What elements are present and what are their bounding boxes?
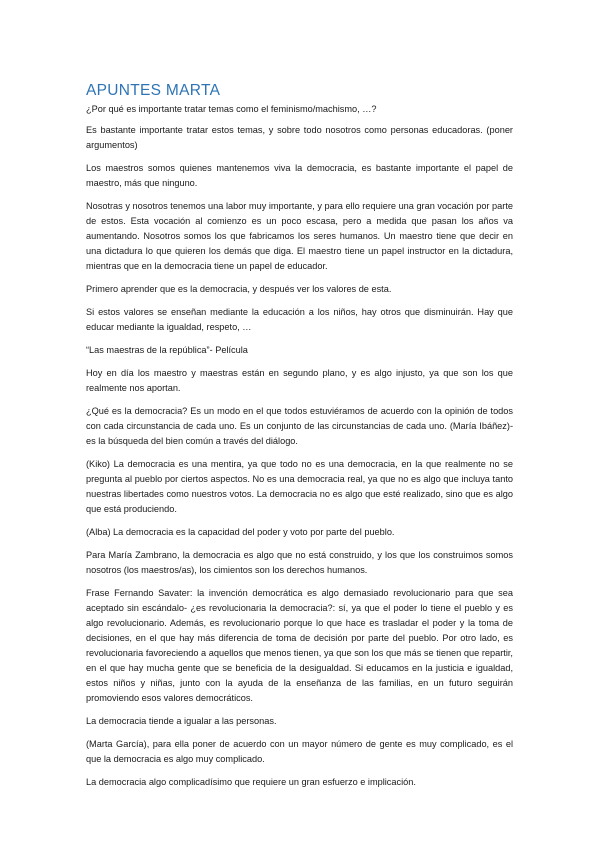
paragraph: Hoy en día los maestro y maestras están en segundo plano, y es algo injusto, ya que son los que realmente nos aportan.: [86, 368, 513, 393]
paragraph-question: ¿Por qué es importante tratar temas como el feminismo/machismo, …?: [86, 104, 377, 114]
paragraph: ¿Qué es la democracia? Es un modo en el que todos estuviéramos de acuerdo con la opinión de todos con cada circunstancia de cada uno. Es un conjunto de las circunstancias de cada uno. (María Ibáñez)- es la búsqueda del bien común a través del diálogo.: [86, 406, 513, 446]
paragraph: Frase Fernando Savater: la invención democrática es algo demasiado revolucionario para que sea aceptado sin escándalo- ¿es revolucionaria la democracia?: sí, ya que el poder lo tiene el pueblo y es algo revolucionario. Además, es revolucionario porque lo que hace es trasladar el poder y la toma de decisiones, en el que hay más diferencia de toma de decisión por parte del pueblo. Por otro lado, es revolucionaria favoreciendo a aquellos que menos tienen, ya que son los que más se tienen que repartir, en el que hay mucha gente que se beneficia de la desigualdad. Si educamos en la justicia e igualdad, estos niños y niñas, junto con la ayuda de la enseñanza de las familias, en un futuro seguirán promoviendo esos valores democráticos.: [86, 588, 513, 703]
paragraph: (Alba) La democracia es la capacidad del poder y voto por parte del pueblo.: [86, 527, 395, 537]
paragraph: Si estos valores se enseñan mediante la educación a los niños, hay otros que disminuirán. Hay que educar mediante la igualdad, respeto, …: [86, 307, 513, 332]
paragraph: Para María Zambrano, la democracia es algo que no está construido, y los que los construimos somos nosotros (los maestros/as), los cimientos son los derechos humanos.: [86, 550, 513, 575]
paragraph: Los maestros somos quienes mantenemos viva la democracia, es bastante importante el papel de maestro, más que ninguno.: [86, 163, 513, 188]
paragraph: Nosotras y nosotros tenemos una labor muy importante, y para ello requiere una gran vocación por parte de estos. Esta vocación al comienzo es un poco escasa, pero a medida que pasan los años va aumentando. Nosotros somos los que fabricamos los seres humanos. Un maestro tiene que decir en una dictadura lo que quieren los demás que diga. El maestro tiene un papel instructor en la dictadura, mientras que en la democracia tiene un papel de educador.: [86, 201, 513, 271]
paragraph: Primero aprender que es la democracia, y después ver los valores de esta.: [86, 284, 392, 294]
paragraph: La democracia algo complicadísimo que requiere un gran esfuerzo e implicación.: [86, 777, 416, 787]
paragraph-film: “Las maestras de la república”- Película: [86, 345, 248, 355]
paragraph: La democracia tiende a igualar a las personas.: [86, 716, 277, 726]
document-title: APUNTES MARTA: [86, 82, 221, 99]
paragraph: (Kiko) La democracia es una mentira, ya que todo no es una democracia, en la que realmente no se pregunta al pueblo por ciertos aspectos. No es una democracia real, ya que no es algo que incluya tanto nuestras libertades como nuestros votos. La democracia no es algo que esté realizado, sino que es algo que está produciendo.: [86, 459, 513, 514]
paragraph: (Marta García), para ella poner de acuerdo con un mayor número de gente es muy complicado, es el que la democracia es algo muy complicado.: [86, 739, 513, 764]
paragraph: Es bastante importante tratar estos temas, y sobre todo nosotros como personas educadoras. (poner argumentos): [86, 125, 513, 150]
